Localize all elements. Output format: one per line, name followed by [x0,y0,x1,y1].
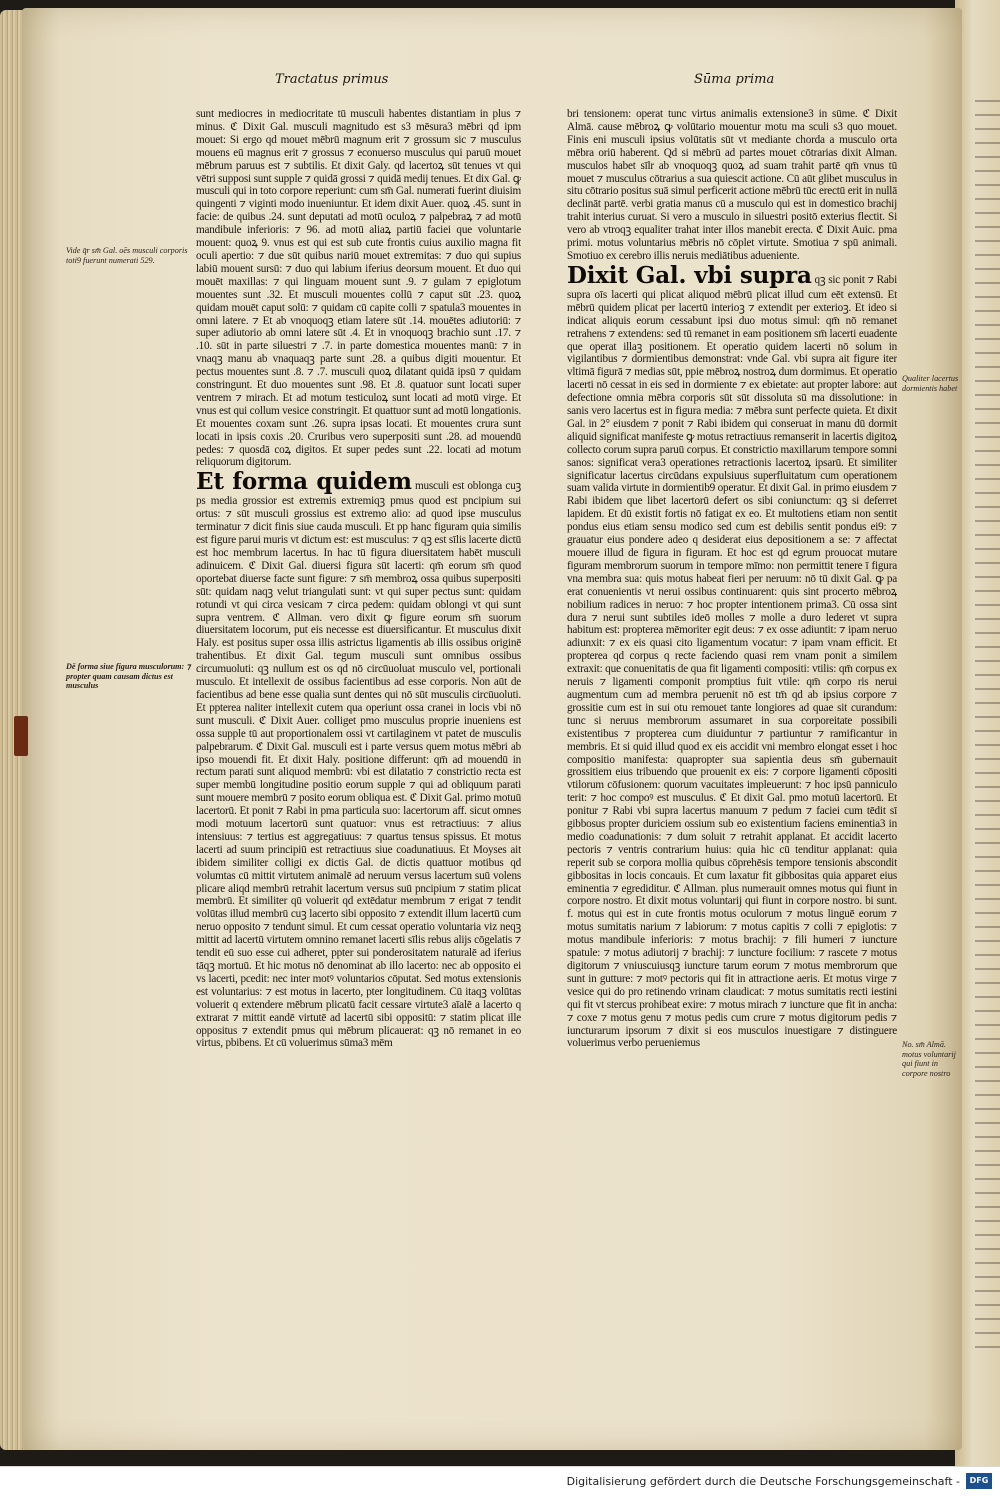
text-column-right [567,108,897,1260]
paragraph-muscle-magnitude: sunt mediocres in mediocritate tū musculi habentes distantiam in plus ⁊ minus. ℭ Dixit Gal. musculi magnitudo est s3 mēsura3 mēbri qd ipm mouet: Si ergo qd mouet mēbrū magnum erit ⁊ grossum sic ⁊ musculus mouens eū magnus erit ⁊ grossus ⁊ econuerso musculus qui paruū mouet mēbrum paruus est ⁊ subtilis. Et dixit Galy. qd lacertoꝝ sūt tenues vt qui vētri supposi sunt supple ⁊ quidā grossi ⁊ quidā medij tenues. Et dix Gal. ꝙ musculi qui in toto corpore reperiunt: cum sm̄ Gal. numerati fuerint diuisim quingenti ⁊ viginti modo inueniuntur. Et idem dixit Auer. quoꝝ .45. sunt in facie: de quibus .24. sunt deputati ad motū oculoꝝ ⁊ palpebraꝝ ⁊ ad motū mandibule inferioris: ⁊ 96. ad motū aliaꝝ partiū faciei que voluntarie mouent: quoꝝ 9. vnus est qui est sub cute frontis cuius auxilio magna fit oculi apertio: ⁊ due sūt quibus nariū mouet extremitas: ⁊ duo qui supius labiū mouent sursū: ⁊ duo qui labium iferius deorsum mouent. Et duo qui mouēt maxillas: ⁊ qui linguam mouent sunt .9. ⁊ gulam ⁊ epiglotum mouentes sunt .32. Et musculi mouentes collū ⁊ caput sūt .23. quoꝝ quidam mouēt caput solū: ⁊ quidam cū capite colli ⁊ spatula3 mouentes in omni latere. ⁊ Et ab vnoquoqꝫ etiam latere sūt .14. mouētes adiutoriū: ⁊ super adiutorio ab omni latere sūt .4. Et in vnoquoqꝫ brachio sunt .17. ⁊ .10. sūt in parte siluestri ⁊ .7. in parte domestica mouentes manū: ⁊ in vnaqꝫ manu ab vnaquaqꝫ parte sunt .28. a quibus digiti mouentur. Et pectus mouentes sunt .8. ⁊ .7. musculi quoꝝ dilatant quidā ipsū ⁊ quidam constringunt. Et duo mouentes sunt .98. Et .8. quatuor sunt locati super ventrem ⁊ mirach. Et ad motum testiculoꝝ sunt locati ad motū virge. Et vnus est qui collum vesice constringit. Et quattuor sunt ad motū longationis. Et mouentes coxam sunt .26. supra ipsas locati. Et mouentes crura sunt locati in ipsis coxis .20. Cruribus vero superpositi sunt .28. ad mouendū pedes: ⁊ quosdā coꝝ digitos. Et super pedes sunt .22. locati ad motum reliquorum digitorum. [196,108,521,469]
paragraph-gal-ubi-supra [567,263,897,1050]
digitization-footer [0,1466,1000,1497]
margin-note-muscle-form: Dē forma siue figura musculorum: ⁊ propter quam causam dictus est musculus [66,662,191,690]
bookmark-ribbon [14,716,28,756]
margin-note-voluntary-motions: No. sm̄ Almā. motus voluntarij qui fiunt in corpore nostro [902,1040,956,1078]
margin-note-muscle-count: Vide q̄r sm̄ Gal. oēs musculi corporis toti9 fuerunt numerati 529. [66,246,188,265]
paragraph-text: qꝫ sic ponit ⁊ Rabi supra oīs lacerti qui plicat aliquod mēbrū plicat illud cum eēt extensū. Et mēbrū quidem plicat per lacertū interioꝫ ⁊ extendit per exterioꝫ. Et ideo si indicat aliquis eorum cessabunt ipsi duo motus simul: qm̄ nō remanet retrahens ⁊ extendens: sed tū remanet in eam positionem sm̄ lacerti euadente que operat illaꝫ positionem. Et operatio quidem lacerti nō solum in vigilantibus ⁊ dormientibus demonstrat: vnde Gal. vbi supra ait figure iter vltimā figurā ⁊ medias sūt, ppie mēbroꝝ nostroꝝ dum dormimus. Et operatio lacerti nō cessat in eis sed in dormiente ⁊ ex ebietate: aut propter labore: aut defectione omnia mēbra corporis sūt sūt dissoluta sū ma dissolutione: in sanis vero lacertus est in figura media: ⁊ mēbra sunt perfecte quieta. Et dixit Gal. in 2° eiusdem ⁊ ponit ⁊ Rabi ibidem qui conseruat in manu dū dormit aliquid significat manifeste ꝙ motus retractiuus remanserit in lacertis digitoꝝ collecto corum supra paruū corpus. Et constrictio maxillarum tempore somni sanos: significat vera3 operationes retractionis lacertoꝝ ipsarū. Et similiter significatur lacertus circūdans expulsiuus superfluitatum cum operationem suam valida virtute in dormientib9 operatur. Et dixit Gal. in primo eiusdem ⁊ Rabi ibidem que libet lacertorū defert os sibi coniunctum: qꝫ si deferret lapidem. Et dū existit fortis nō fatigat ex eo. Et multotiens etiam non sentit pondus eius etiam sensu modico sed cum est debilis sentit pondus ei9: ⁊ grauatur eius pondere adeo q desiderat eius depositionem a se: ⁊ affectat mouere illud de figura in figuram. Et hoc est qd egrum prouocat mutare figuram membrorum suorum in tempore mīmo: non permittit tenere ī figura vna membra sua: quis motus habeat fieri per neruum: nō tū dixit Gal. ꝙ pa erat conuenientis vt nerui ossibus continuarent: quis sint procerto mēbroꝝ nobilium radices in neruo: ⁊ hoc propter intentionem prima3. Cū ossa sint dura ⁊ nerui sunt subtiles ideō molles ⁊ molle a duro lederet vt supra habitum est: propterea mēmoriter egit deus: ⁊ ex osse adiuntit: ⁊ ipam neruo adiunxit: ⁊ ex eis quasi cito ligamentum vocatur: ⁊ ipam vnam efficit. Et propterea qd corpus q recte faciendo quasi rem vnam ponit a similem extraxit: que conuenitatis de qua fit ligamenti compositi: vtilis: qm̄ corpus ex neruis ⁊ ligamenti componit promptius fuit vtile: qm̄ corpo ris nerui augmentum cum ad membra peruenit nō est tm̄ qd ab ipsius corpore ⁊ grossitie cum est in sui otu remouet tante longiores ad quae sit curandum: tunc si neruus membrorum assumaret in sua corporeitate possibili existentibus ⁊ propterea cum diuiduntur ⁊ partiuntur ⁊ ramificantur in membris. Et si quid illud quod ex eis accidit vni membro elongat esset i hoc compositio manifesta: quapropter sua sapientia deus sm̄ gubernauit grossitiem eius tribuendo que prouenit ex eis: ⁊ corpore ligamenti cōpositi vtilorum cōfusionem: quorum vacuitates impleuerunt: ⁊ hoc ipsū panniculo terit: ⁊ hoc compoꝰ est musculus. ℭ Et dixit Gal. pmo motuū lacertorū. Et ponitur ⁊ Rabi vbi supra lacertus manuum ⁊ pedum ⁊ faciei cum tēdit sī gibbosus propter duriciem ossium sub eo existentium faciens eminentia3 in medio coadunationis: ⁊ dum soluit ⁊ retrahit applanat. Et accidit lacerto pectoris ⁊ ventris contrarium huius: quia hic cū tenditur applanat: quia reperit sub se corpora mollia quibus cōprehēsis tempore tensionis abscondit gibbositas in locis concauis. Et cum laxatur fit gibbositas quia apparet eius eminentia ⁊ egrediditur. ℭ Allman. plus numerauit omnes motus qui fiunt in corpore nostro. Et dixit motus voluntarij qui fiunt in corpore nostro. bi sunt. f. motus qui est in cute frontis motus oculorum ⁊ motus linguē eorum ⁊ motus sumitatis narium ⁊ labiorum: ⁊ motus capitis ⁊ colli ⁊ epiglotis: ⁊ motus mandibule inferioris: ⁊ motus brachij: ⁊ fili humeri ⁊ iuncture spatule: ⁊ motus adiutorij ⁊ brachij: ⁊ iuncture focilium: ⁊ rascete ⁊ motus digitorum ⁊ vniuscuiusqꝫ iuncture tarum eorum ⁊ motus membrorum que sunt in gutture: ⁊ motꝰ pectoris qui fit in attractione aeris. Et motus virge ⁊ vesice qui do pro retinendo vrinam claudicat: ⁊ motus sumitatis recti iestini qui fit vt stercus prohibeat exire: ⁊ motus mirach ⁊ iuncture que fit in ancha: ⁊ coxe ⁊ motus genu ⁊ motus pedis cum crure ⁊ motus digitorum pedis ⁊ iuncturarum ipsorum ⁊ dixit si eos musculos inuestigare ⁊ distinguere voluerimus verbo perueniemus [567,273,897,1050]
facing-page-text-fragment [975,100,1000,1350]
margin-note-sleeping-muscle: Qualiter lacertus dormientis habet [902,374,959,393]
paragraph-muscle-form [196,469,521,1050]
rubric-heading: Dixit Gal. vbi supra [567,261,812,289]
dfg-logo-icon: DFG [966,1473,992,1489]
rubric-heading: Et forma quidem [196,468,412,496]
text-column-left [196,108,521,1238]
paragraph-tension: bri tensionem: operat tunc virtus animalis extensione3 in sūme. ℭ Dixit Almā. cause mēbroꝝ ꝙ volūtario mouentur motu ma sculi s3 quo mouet. Finis eni musculi ipsius volūtatis sūt vt mediante chorda a musculo orta mēbra oriū haberent. Qd si mēbrū ad partes mouet cōtrarias dixit Alman. musculos habet sīlr ab vnoquoqꝫ quoꝝ ad suam trahit partē qm̄ vnus tū mouet ⁊ musculus cōtrarius a sua quiescit actione. Cū aūt glibet musculus in situ cōtrario positus suā simul perficerit actione mēbrū tūc erectū erit in nullā declināt partē. verbi gratia manus cū a musculo qui est in domestico brachij trahit interius curuat. Si vero a musculo in siluestri positō exterius flectit. Si vero ab vtroqꝫ equaliter trahat inter illos manebit erecta. ℭ Dixit Auic. pma primi. motus voluntarius mēbris nō cōplet virtute. Smotiua ⁊ spū animali. Smotiuo ex cerebro illis neruis mediātibus adueniente. [567,108,897,262]
running-head-right: Sūma prima [694,72,775,87]
paragraph-text: musculi est oblonga cuꝫ ps media grossior est extremis extremiqꝫ pmus quod est pncipium sui ortus: ⁊ sūt musculi grossius est extremo alio: ad quod ipse musculus terminatur ⁊ dicit finis siue cauda musculi. Et pp hanc figuram quia similis est figure parui muris vt dictum est: est musculus: ⁊ qꝫ est sīlis lacerte dictū est hoc membrum lacertus. In hac tū figura diuersitatem habēt musculi adinuicem. ℭ Dixit Gal. diuersi figura sūt lacerti: qm̄ eorum sm̄ quod oportebat diuerse facte sunt figure: ⁊ sm̄ membroꝝ ossa quibus superpositi sūt: quidam naqꝫ velut triangulati sunt: vt qui super pectus sunt: quidam rotundi vt qui circa vesicam ⁊ circa pedem: quidam oblongi vt qui sunt supra ventrem. ℭ Allman. vero dixit ꝙ figure eorum sm̄ suorum diuersitatem locorum, put eis necesse est diuersificantur. Et musculus dixit Haly. est positus super ossa illis astrictus ligamentis ab illis ossibus originē trahentibus. Et dixit Gal. tegum musculi sunt omnibus ossibus circumuoluti: qꝫ nullum est os qd nō circūuoluat musculo vel, portionali musculo. Et intellexit de ossibus facientibus ad esse corporis. Non aūt de facientibus ad bene esse qualia sunt dentes qui nō sūt musculis circūuoluti. Et ppterea naliter intellexit cutem qua operiunt ossa cranei in locis vbi nō sunt musculi. ℭ Dixit Auer. colliget pmo musculus proprie inueniens est ossa supple tū aut proportionalem ossi vt cartilaginem vt patet de musculis palpebrarum. ℭ Dixit Gal. musculi est i parte versus quem motus mēbri ab ipso mouendi fit. Et dixit Haly. positione differunt: qm̄ ad mouendū in rectum parati sunt aliquod membrū: vbi est dilatatio ⁊ constrictio recta est super membū longitudine positio eorum supple ⁊ qui ad obliquum parati sunt mouere membrū ⁊ posito eorum obliqua est. ℭ Dixit Gal. primo motuū lacertorū. Et ponit ⁊ Rabi in pma particula suo: lacertorum aff. sicut omnes modi motuum lacertorū sunt quatuor: vnus est retractiuus: ⁊ alius intensiuus: ⁊ tertius est aggregatiuus: ⁊ quartus tensus spissus. Et motus lacerti ad suum principiū est retractiuus siue coadunatiuus. Et Moyses ait ibidem similiter colligi ex dictis Gal. de dictis quattuor motibus qd volumtas cū mittit virtutem animalē ad neruum versus lacertum suū volens plicare aliqd membrū retrahit lacertum versus suū pncipium ⁊ statim plicat membrū. Et similiter qū voluerit qd extēdatur membrum ⁊ erigat ⁊ tendit volūtas illud membrū cuꝫ lacerto sibi opposito ⁊ extendit illum lacertū cum neruo opposito ⁊ tendunt simul. Et cum cessat operatio voluntaria viz neqꝫ mittit ad lacertū virtutem omnino remanet lacerti sīlis rebus alijs cōgelatis ⁊ tendit eū suo esse cui adheret, ppter sui ponderositatem naturalē ad iferius tāqꝫ mortuū. Et hic motus nō denominat ab illo lacerto: nec ab opposito ei vs lacerti, pcedit: nec inter motꝰ voluntarios cōputat. Sed motus extensionis est voluntarius: ⁊ est motus in lacerto, pter longitudinem. Cū itaqꝫ volūtas voluerit q extendere mēbrum plicatū facit cessare virtute3 aīalē a lacerto q extrarat ⁊ mittit eandē virtutē ad lacertū sibi oppositū: ⁊ statim plicat ille oppositus ⁊ extendit pmus qui mēbrum plicauerat: qꝫ nō remanet in eo virtus, pbibens. Et cū voluerimus sūma3 mēm [196,480,521,1050]
running-head-left: Tractatus primus [275,72,389,87]
footer-credit: Digitalisierung gefördert durch die Deutsche Forschungsgemeinschaft - [566,1475,960,1488]
